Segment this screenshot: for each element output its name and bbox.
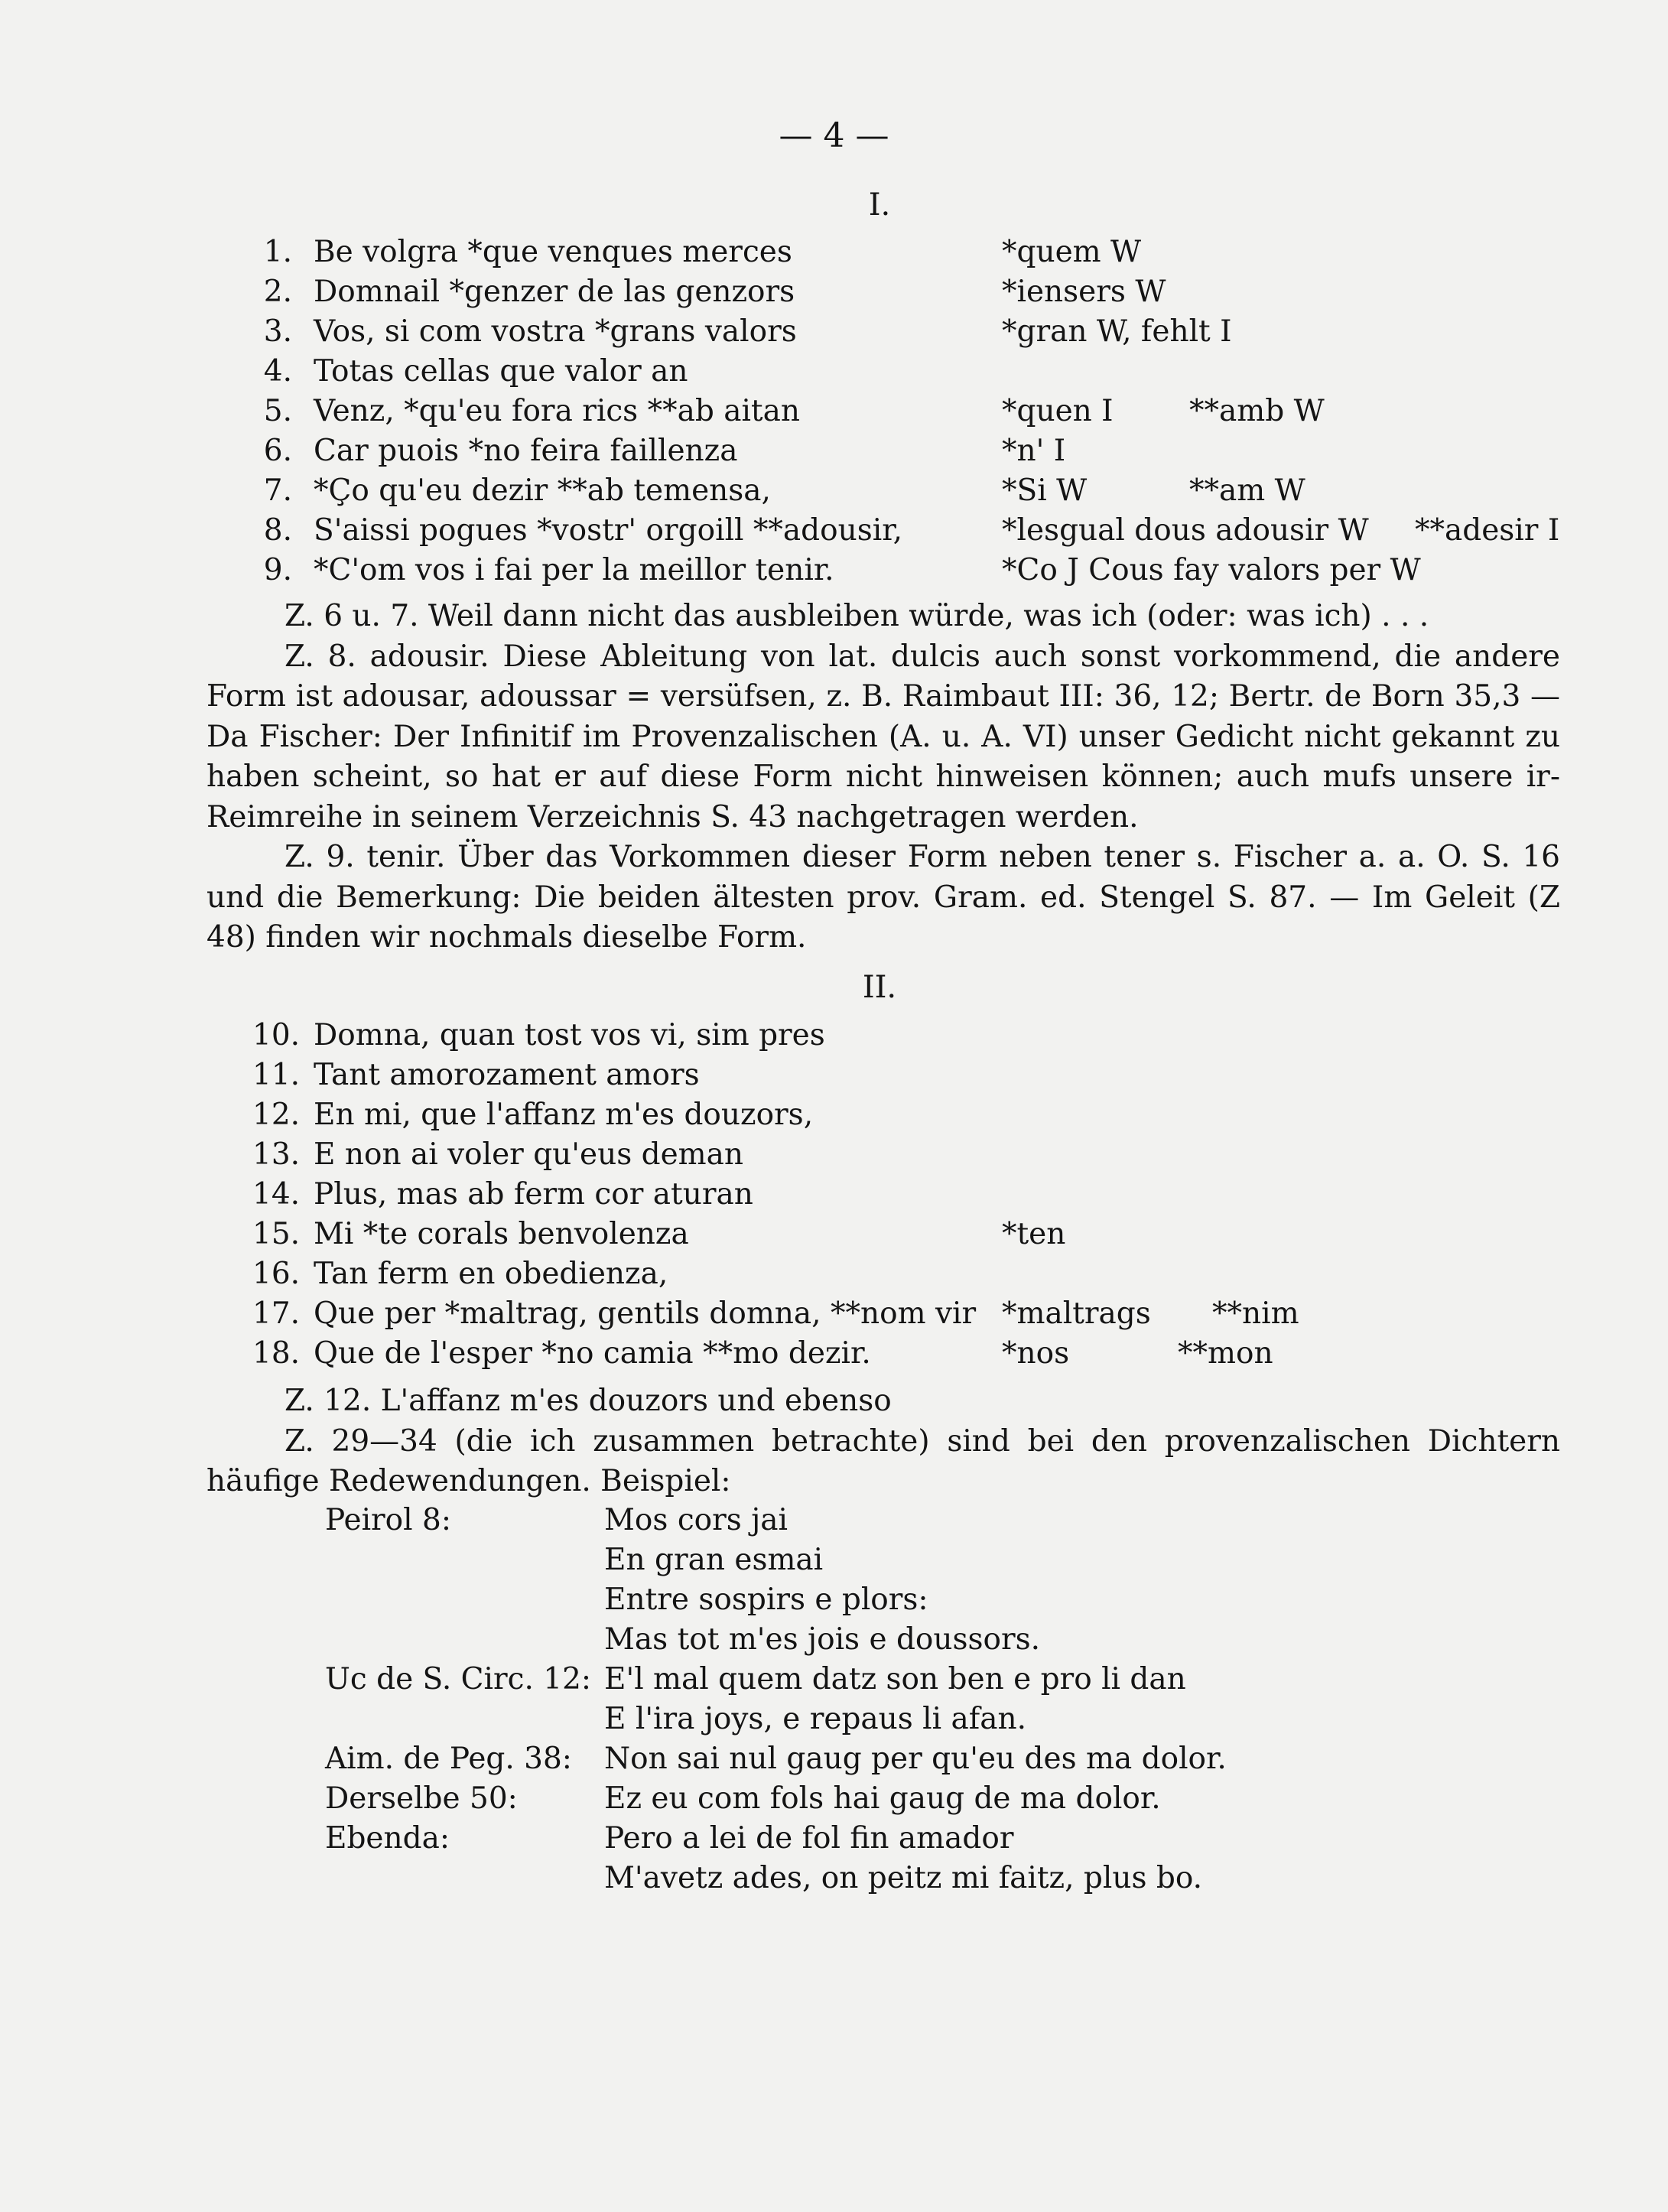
verse-number: 14. bbox=[252, 1177, 301, 1212]
verse-text: Tant amorozament amors bbox=[314, 1058, 700, 1092]
variant-reading: *gran W, fehlt I bbox=[1002, 314, 1232, 349]
verse-text: Vos, si com vostra *grans valors bbox=[314, 314, 797, 349]
verse-text: Domna, quan tost vos vi, sim pres bbox=[314, 1018, 825, 1052]
variant-reading: *iensers W bbox=[1002, 275, 1166, 309]
verse-text: En mi, que l'affanz m'es douzors, bbox=[314, 1098, 814, 1132]
verse-number: 16. bbox=[252, 1257, 301, 1291]
verse-text: Que de l'esper *no camia **mo dezir. bbox=[314, 1336, 871, 1371]
verse-number: 1. bbox=[263, 235, 292, 269]
commentary-note: Z. 8. adousir. Diese Ableitung von lat. dulcis auch sonst vorkommend, die andere Form ist adousar, adoussar = versüfsen, z. B. Raimbaut III: 36, 12; Bertr. de Born 35,3 — Da Fischer: Der Infinitif im Provenzalischen (A. u. A. VI) unser Gedicht nicht gekannt zu haben scheint, so hat er auf diese Form nicht hinweisen können; auch mufs unsere ir-Reimreihe in seinem Verzeichnis S. 43 nachgetragen werden. bbox=[206, 639, 1560, 834]
verse-text: *Ço qu'eu dezir **ab temensa, bbox=[314, 473, 771, 508]
commentary-note: Z. 29—34 (die ich zusammen betrachte) sind bei den provenzalischen Dichtern häufige Redewendungen. Beispiel: bbox=[206, 1423, 1560, 1498]
verse-number: 17. bbox=[252, 1296, 301, 1331]
page-number: — 4 — bbox=[779, 116, 889, 155]
verse-text: *C'om vos i fai per la meillor tenir. bbox=[314, 553, 834, 587]
verse-text: Totas cellas que valor an bbox=[314, 354, 688, 389]
variant-reading: *Si W bbox=[1002, 473, 1088, 508]
verse-text: Que per *maltrag, gentils domna, **nom vir bbox=[314, 1296, 977, 1331]
example-line: Pero a lei de fol fin amador bbox=[604, 1821, 1014, 1856]
verse-text: Tan ferm en obedienza, bbox=[314, 1257, 668, 1291]
verse-number: 11. bbox=[252, 1058, 301, 1092]
verse-text: S'aissi pogues *vostr' orgoill **adousir, bbox=[314, 513, 902, 548]
commentary-note: Z. 9. tenir. Über das Vorkommen dieser Form neben tener s. Fischer a. a. O. S. 16 und die Bemerkung: Die beiden ältesten prov. Gram. ed. Stengel S. 87. — Im Geleit (Z 48) finden wir nochmals dieselbe Form. bbox=[206, 840, 1560, 955]
verse-text: Plus, mas ab ferm cor aturan bbox=[314, 1177, 753, 1212]
verse-text: Mi *te corals benvolenza bbox=[314, 1217, 689, 1251]
variant-reading: *quem W bbox=[1002, 235, 1142, 269]
variant-reading-third: **adesir I bbox=[1415, 513, 1560, 548]
verse-number: 8. bbox=[263, 513, 292, 548]
commentary-block bbox=[206, 597, 1560, 958]
example-line: E'l mal quem datz son ben e pro li dan bbox=[604, 1662, 1186, 1696]
variant-reading: *n' I bbox=[1002, 434, 1066, 468]
variant-reading-second: **nim bbox=[1212, 1296, 1299, 1331]
variant-reading: *quen I bbox=[1002, 394, 1114, 428]
verse-number: 18. bbox=[252, 1336, 301, 1371]
example-line: M'avetz ades, on peitz mi faitz, plus bo. bbox=[604, 1861, 1203, 1895]
verse-text: Domnail *genzer de las genzors bbox=[314, 275, 795, 309]
verse-text: Car puois *no feira faillenza bbox=[314, 434, 738, 468]
verse-number: 15. bbox=[252, 1217, 301, 1251]
example-source: Derselbe 50: bbox=[325, 1781, 518, 1816]
commentary-note: Z. 12. L'affanz m'es douzors und ebenso bbox=[285, 1384, 892, 1418]
verse-number: 9. bbox=[263, 553, 292, 587]
example-line: Entre sospirs e plors: bbox=[604, 1583, 928, 1617]
verse-text: Be volgra *que venques merces bbox=[314, 235, 792, 269]
example-line: E l'ira joys, e repaus li afan. bbox=[604, 1702, 1026, 1736]
section-heading-one: I. bbox=[868, 187, 891, 223]
commentary-block bbox=[206, 1381, 1560, 1502]
variant-reading-second: **am W bbox=[1189, 473, 1305, 508]
verse-number: 10. bbox=[252, 1018, 301, 1052]
verse-number: 4. bbox=[263, 354, 292, 389]
verse-number: 3. bbox=[263, 314, 292, 349]
example-line: Mos cors jai bbox=[604, 1503, 788, 1537]
verse-number: 2. bbox=[263, 275, 292, 309]
verse-text: Venz, *qu'eu fora rics **ab aitan bbox=[314, 394, 800, 428]
section-heading-two: II. bbox=[862, 970, 897, 1005]
verse-number: 13. bbox=[252, 1137, 301, 1172]
example-line: Ez eu com fols hai gaug de ma dolor. bbox=[604, 1781, 1161, 1816]
example-line: Non sai nul gaug per qu'eu des ma dolor. bbox=[604, 1742, 1227, 1776]
commentary-note: Z. 6 u. 7. Weil dann nicht das ausbleiben würde, was ich (oder: was ich) . . . bbox=[285, 599, 1429, 633]
variant-reading: *nos bbox=[1002, 1336, 1070, 1371]
verse-number: 5. bbox=[263, 394, 292, 428]
variant-reading: *maltrags bbox=[1002, 1296, 1151, 1331]
variant-reading: *ten bbox=[1002, 1217, 1066, 1251]
verse-number: 6. bbox=[263, 434, 292, 468]
variant-reading-second: **mon bbox=[1178, 1336, 1273, 1371]
example-line: En gran esmai bbox=[604, 1543, 824, 1577]
example-source: Aim. de Peg. 38: bbox=[325, 1742, 572, 1776]
variant-reading: *lesgual dous adousir W bbox=[1002, 513, 1369, 548]
verse-number: 12. bbox=[252, 1098, 301, 1132]
example-line: Mas tot m'es jois e doussors. bbox=[604, 1622, 1041, 1657]
example-source: Ebenda: bbox=[325, 1821, 450, 1856]
example-source: Peirol 8: bbox=[325, 1503, 451, 1537]
variant-reading-second: **amb W bbox=[1189, 394, 1325, 428]
verse-number: 7. bbox=[263, 473, 292, 508]
example-source: Uc de S. Circ. 12: bbox=[325, 1662, 592, 1696]
variant-reading: *Co J Cous fay valors per W bbox=[1002, 553, 1421, 587]
verse-text: E non ai voler qu'eus deman bbox=[314, 1137, 744, 1172]
